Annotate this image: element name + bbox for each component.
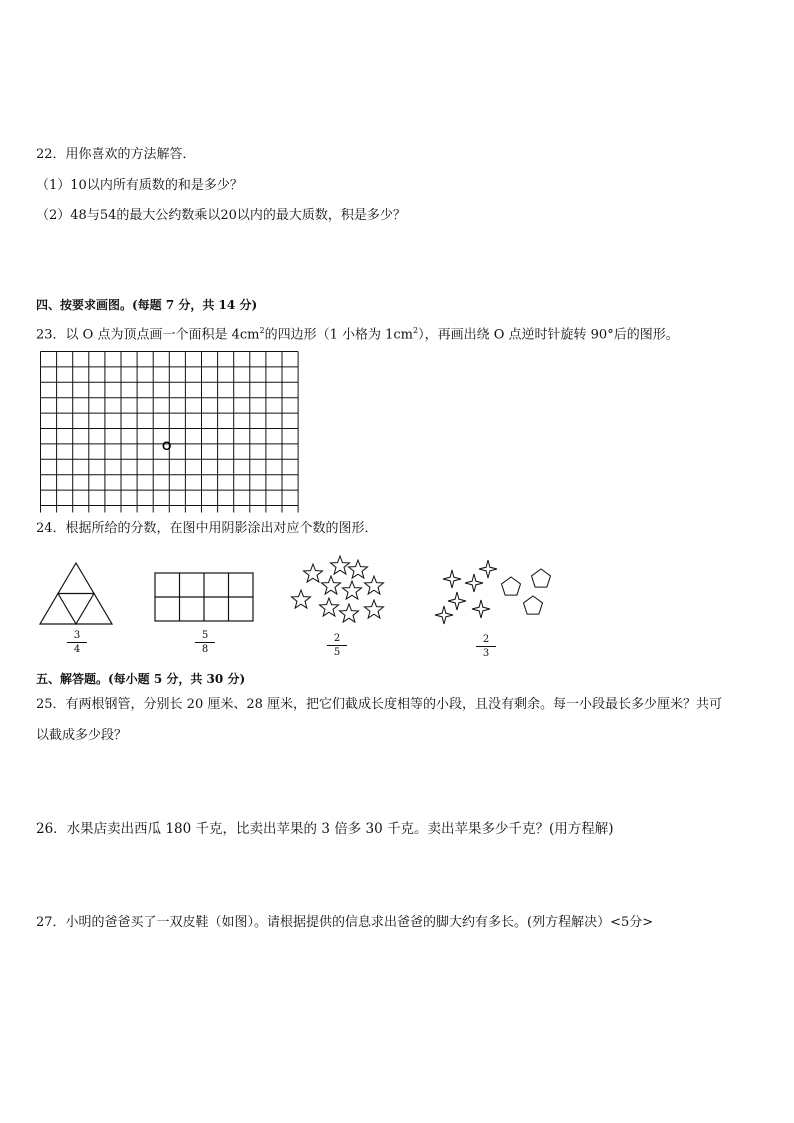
five-point-stars-figure[interactable] [288, 552, 390, 624]
star-shape [321, 576, 340, 594]
four-point-star-shape [435, 606, 453, 624]
q24-title: 24．根据所给的分数，在图中用阴影涂出对应个数的图形． [36, 521, 378, 536]
fraction-2-5: $\frac{2}{5}$ [327, 633, 347, 658]
star-shape [330, 556, 349, 574]
q27-text: 27．小明的爸爸买了一双皮鞋（如图）。请根据提供的信息求出爸爸的脚大约有多长。(列方程解决）<5分> [36, 915, 654, 930]
q22-title: 22．用你喜欢的方法解答． [36, 147, 196, 162]
triangle-figure[interactable] [40, 560, 114, 626]
star-shape [339, 604, 358, 622]
section4-heading: 四、按要求画图。(每题 7 分，共 14 分) [36, 298, 258, 312]
fraction-2-3: $\frac{2}{3}$ [476, 634, 496, 659]
pentagon-shape [523, 596, 542, 614]
q22-part2: （2）48与54的最大公约数乘以20以内的最大质数，积是多少？ [36, 208, 406, 223]
four-point-star-shape [448, 592, 466, 610]
q25-line1: 25．有两根钢管，分别长 20 厘米、28 厘米，把它们截成长度相等的小段，且没有剩余。每一小段最长多少厘米？共可 [36, 697, 723, 712]
grid-point-o-label: O [162, 439, 172, 453]
q23-text: 23．以 O 点为顶点画一个面积是 $4cm^2$的四边形（1 小格为 $1cm^2$），再画出绕 O 点逆时针旋转 90°后的图形。 [36, 326, 679, 343]
star-shape [364, 600, 383, 618]
four-point-star-shape [465, 574, 483, 592]
fraction-3-4: $\frac{3}{4}$ [67, 630, 87, 655]
four-point-star-shape [472, 600, 490, 618]
star-shape [303, 564, 322, 582]
four-point-star-shape [479, 560, 497, 578]
star-shape [364, 576, 383, 594]
rectangle-figure[interactable] [154, 572, 254, 622]
pentagon-shape [531, 569, 550, 587]
pentagon-shape [501, 577, 520, 595]
four-point-star-shape [443, 570, 461, 588]
star-shape [342, 581, 361, 599]
q26-text: 26．水果店卖出西瓜 180 千克，比卖出苹果的 3 倍多 30 千克。卖出苹果多少千克？(用方程解) [36, 821, 614, 837]
star-shape [319, 598, 338, 616]
four-point-stars-and-pentagons-figure[interactable] [432, 558, 556, 630]
q22-part1: （1）10以内所有质数的和是多少？ [36, 178, 243, 193]
drawing-grid[interactable] [40, 351, 298, 506]
star-shape [348, 560, 367, 578]
star-shape [291, 590, 310, 608]
fraction-5-8: $\frac{5}{8}$ [195, 630, 215, 655]
q25-line2: 以截成多少段？ [36, 728, 128, 743]
section5-heading: 五、解答题。(每小题 5 分，共 30 分) [36, 672, 246, 686]
